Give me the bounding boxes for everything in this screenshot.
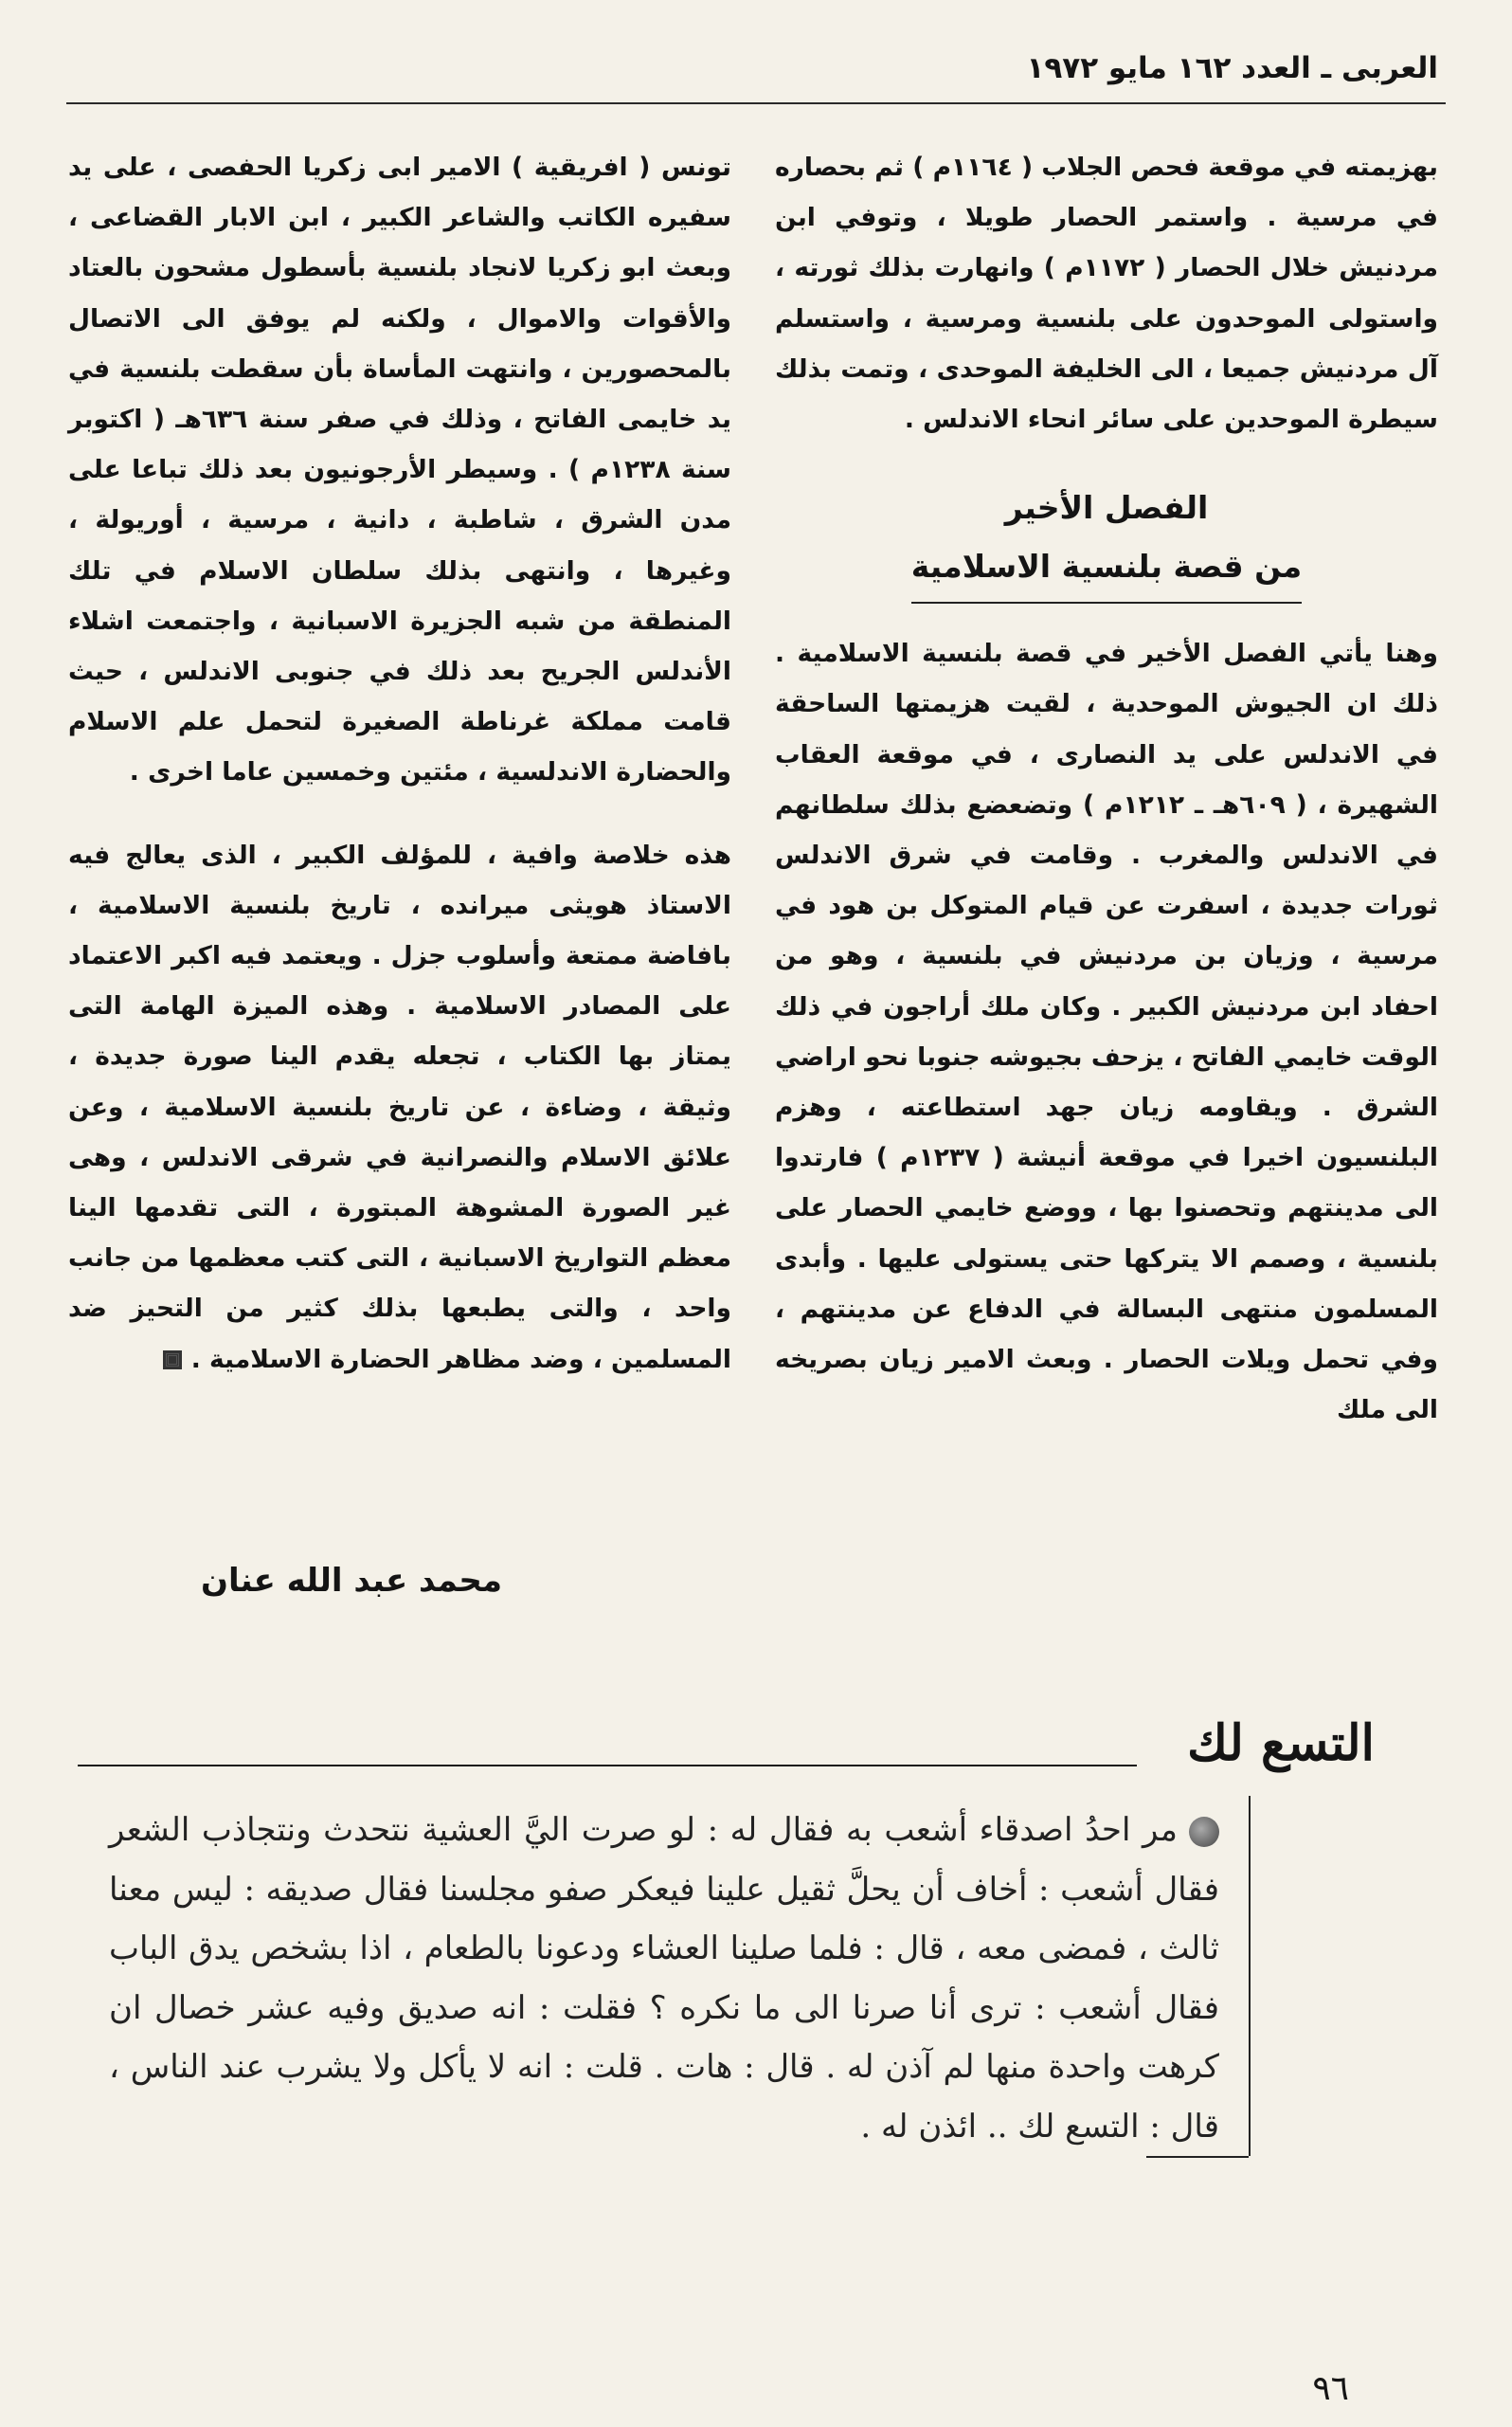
box-title-rule bbox=[78, 1765, 1137, 1766]
author-signature: محمد عبد الله عنان bbox=[200, 1562, 502, 1600]
article-paragraph bbox=[68, 830, 731, 1385]
running-header: العربى ـ العدد ١٦٢ مايو ١٩٧٢ bbox=[1026, 51, 1438, 85]
section-heading bbox=[775, 479, 1438, 604]
page-number: ٩٦ bbox=[1312, 2369, 1349, 2408]
anecdote-text: مر احدُ اصدقاء أشعب به فقال له : لو صرت اليَّ العشية نتحدث ونتجاذب الشعر فقال أشعب : أخاف أن يحلَّ ثقيل علينا فيعكر صفو مجلسنا فقال صديقه : ليس معنا ثالث ، فمضى معه ، قال : فلما صلينا العشاء ودعونا بالطعام ، اذا بشخص يدق الباب فقال أشعب : ترى أنا صرنا الى ما نكره ؟ فقلت : انه صديق وفيه عشر خصال ان كرهت واحدة منها لم آذن له . قال : هات . قلت : انه لا يأكل ولا يشرب عند الناس ، قال : التسع لك .. ائذن له . bbox=[109, 1811, 1219, 2146]
article-paragraph: بهزيمته في موقعة فحص الجلاب ( ١١٦٤م ) ثم بحصاره في مرسية . واستمر الحصار طويلا ، وتوفي ابن مردنيش خلال الحصار ( ١١٧٢م ) وانهارت بذلك ثورته ، واستولى الموحدون على بلنسية ومرسية ، واستسلم آل مردنيش جميعا ، الى الخليفة الموحدى ، وتمت بذلك سيطرة الموحدين على سائر انحاء الاندلس . bbox=[775, 153, 1438, 435]
box-frame-right bbox=[1249, 1796, 1251, 2156]
anecdote-box bbox=[109, 1801, 1219, 2156]
article-right-column bbox=[775, 142, 1438, 1435]
section-heading-line2: من قصة بلنسية الاسلامية bbox=[911, 537, 1302, 604]
article-paragraph-text: هذه خلاصة وافية ، للمؤلف الكبير ، الذى يعالج فيه الاستاذ هويثى ميرانده ، تاريخ بلنسية الاسلامية ، بافاضة ممتعة وأسلوب جزل . ويعتمد فيه اكبر الاعتماد على المصادر الاسلامية . وهذه الميزة الهامة التى يمتاز بها الكتاب ، تجعله يقدم الينا صورة جديدة ، وثيقة ، وضاءة ، عن تاريخ بلنسية الاسلامية ، وعن علائق الاسلام والنصرانية في شرقى الاندلس ، وهى غير الصورة المشوهة المبتورة ، التى تقدمها الينا معظم التواريخ الاسبانية ، التى كتب معظمها من جانب واحد ، والتى يطبعها بذلك كثير من التحيز ضد المسلمين ، وضد مظاهر الحضارة الاسلامية . bbox=[68, 840, 731, 1374]
section-heading-line1: الفصل الأخير bbox=[1004, 489, 1209, 527]
end-mark-icon bbox=[163, 1350, 182, 1369]
header-rule bbox=[66, 102, 1446, 104]
article-paragraph: وهنا يأتي الفصل الأخير في قصة بلنسية الاسلامية . ذلك ان الجيوش الموحدية ، لقيت هزيمتها الساحقة في الاندلس على يد النصارى ، في موقعة العقاب الشهيرة ، ( ٦٠٩هـ ـ ١٢١٢م ) وتضعضع بذلك سلطانهم في الاندلس والمغرب . وقامت في شرق الاندلس ثورات جديدة ، اسفرت عن قيام المتوكل بن هود في مرسية ، وزيان بن مردنيش في بلنسية ، وهو من احفاد ابن مردنيش الكبير . وكان ملك أراجون في ذلك الوقت خايمي الفاتح ، يزحف بجيوشه جنوبا نحو اراضي الشرق . ويقاومه زيان جهد استطاعته ، وهزم البلنسيون اخيرا في موقعة أنيشة ( ١٢٣٧م ) فارتدوا الى مدينتهم وتحصنوا بها ، ووضع خايمي الحصار على بلنسية ، وصمم الا يتركها حتى يستولى عليها . وأبدى المسلمون منتهى البسالة في الدفاع عن مدينتهم ، وفي تحمل ويلات الحصار . وبعث الامير زيان بصريخه الى ملك bbox=[775, 639, 1438, 1425]
article-paragraph: تونس ( افريقية ) الامير ابى زكريا الحفصى ، على يد سفيره الكاتب والشاعر الكبير ، ابن الابار القضاعى ، وبعث ابو زكريا لانجاد بلنسية بأسطول مشحون بالعتاد والأقوات والاموال ، ولكنه لم يوفق الى الاتصال بالمحصورين ، وانتهت المأساة بأن سقطت بلنسية في يد خايمى الفاتح ، وذلك في صفر سنة ٦٣٦هـ ( اكتوبر سنة ١٢٣٨م ) . وسيطر الأرجونيون بعد ذلك تباعا على مدن الشرق ، شاطبة ، دانية ، مرسية ، أوريولة ، وغيرها ، وانتهى بذلك سلطان الاسلام في تلك المنطقة من شبه الجزيرة الاسبانية ، واجتمعت اشلاء الأندلس الجريح بعد ذلك في جنوبى الاندلس ، حيث قامت مملكة غرناطة الصغيرة لتحمل علم الاسلام والحضارة الاندلسية ، مئتين وخمسين عاما اخرى . bbox=[68, 153, 731, 788]
box-frame-bottom bbox=[1146, 2156, 1249, 2158]
box-title: التسع لك bbox=[1187, 1714, 1375, 1772]
bullet-icon bbox=[1189, 1817, 1219, 1847]
article-left-column bbox=[68, 142, 731, 1385]
